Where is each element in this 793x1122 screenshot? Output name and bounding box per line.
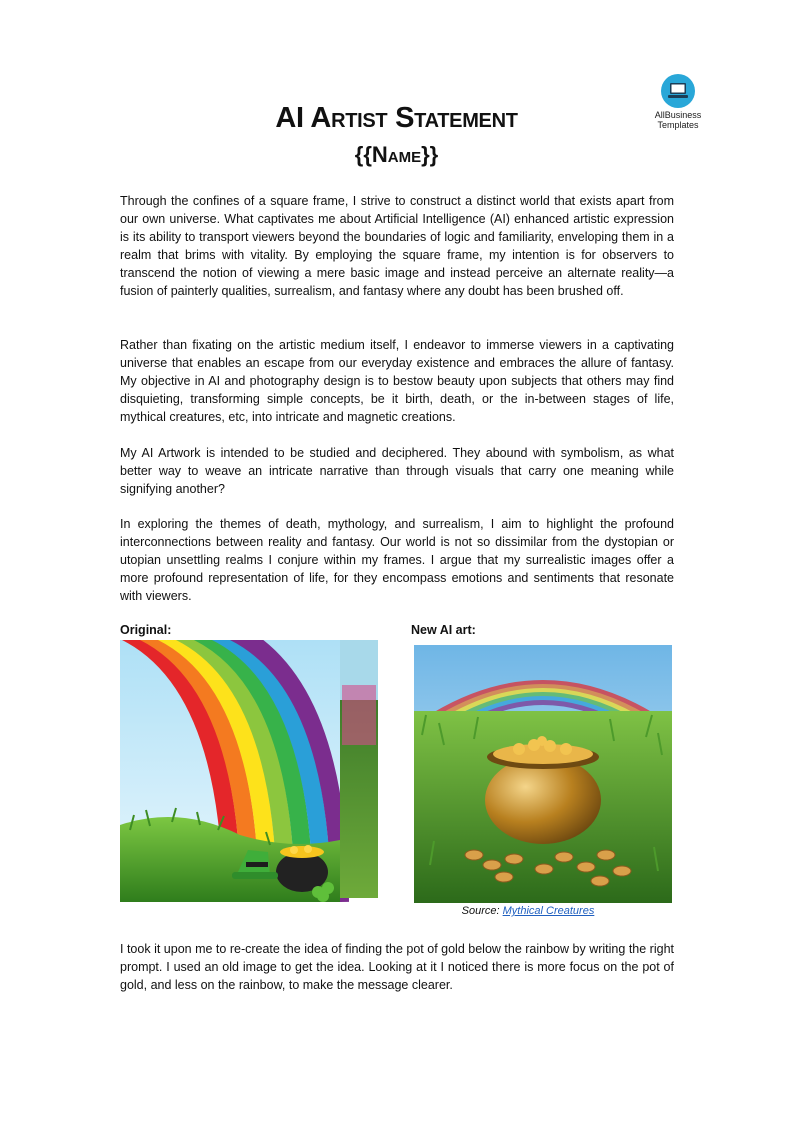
paragraph-5: I took it upon me to re-create the idea of finding the pot of gold below the rainbow by writing the right prompt. I used an old image to get the idea. Looking at it I noticed there is more focus on the pot of gold, and less on the rainbow, to make the message clearer. xyxy=(120,942,674,992)
paragraph-3: My AI Artwork is intended to be studied and deciphered. They abound with symbolism, as what better way to weave an intricate narrative than through visuals that carry one meaning while signifying another? xyxy=(120,446,674,496)
logo-line-1: AllBusiness xyxy=(654,110,702,120)
logo-line-2: Templates xyxy=(657,120,699,130)
document-title: AI Artist Statement xyxy=(275,102,518,134)
original-rainbow-image xyxy=(120,640,378,902)
paragraph-2: Rather than fixating on the artistic medium itself, I endeavor to immerse viewers in a captivating universe that enables an escape from our everyday existence and embraces the allure of fantasy. My objective in AI and photography design is to bestow beauty upon subjects that others may find disquieting, transforming simple concepts, be it birth, death, or the in-between stages of life, mythical creatures, etc, into intricate and magnetic creations. xyxy=(120,338,674,424)
new-ai-art-label: New AI art: xyxy=(411,623,476,637)
name-placeholder: {{Name}} xyxy=(354,142,439,167)
image-caption xyxy=(414,905,642,917)
paragraph-1: Through the confines of a square frame, I strive to construct a distinct world that exists apart from our own universe. What captivates me about Artificial Intelligence (AI) enhanced artistic expression is its ability to transport viewers beyond the boundaries of logic and familiarity, enveloping them in a realm that brims with vitality. By employing the square frame, my intention is for observers to transcend the notion of viewing a mere basic image and instead perceive an alternate reality—a fusion of painterly qualities, surrealism, and fantasy where any doubt has been brushed off. xyxy=(120,194,674,298)
new-ai-art-image xyxy=(414,645,672,903)
mythical-creatures-link[interactable]: Mythical Creatures xyxy=(502,905,595,917)
paragraph-4: In exploring the themes of death, mythology, and surrealism, I aim to highlight the profound interconnections between reality and fantasy. Our world is not so dissimilar from the dystopian or utopian unsettling realms I conjure within my frames. I argue that my surrealistic images offer a more profound representation of life, for they encompass emotions and sentiments that resonate with viewers. xyxy=(120,517,674,603)
caption-prefix: Source: xyxy=(461,905,503,917)
original-label: Original: xyxy=(120,623,172,637)
